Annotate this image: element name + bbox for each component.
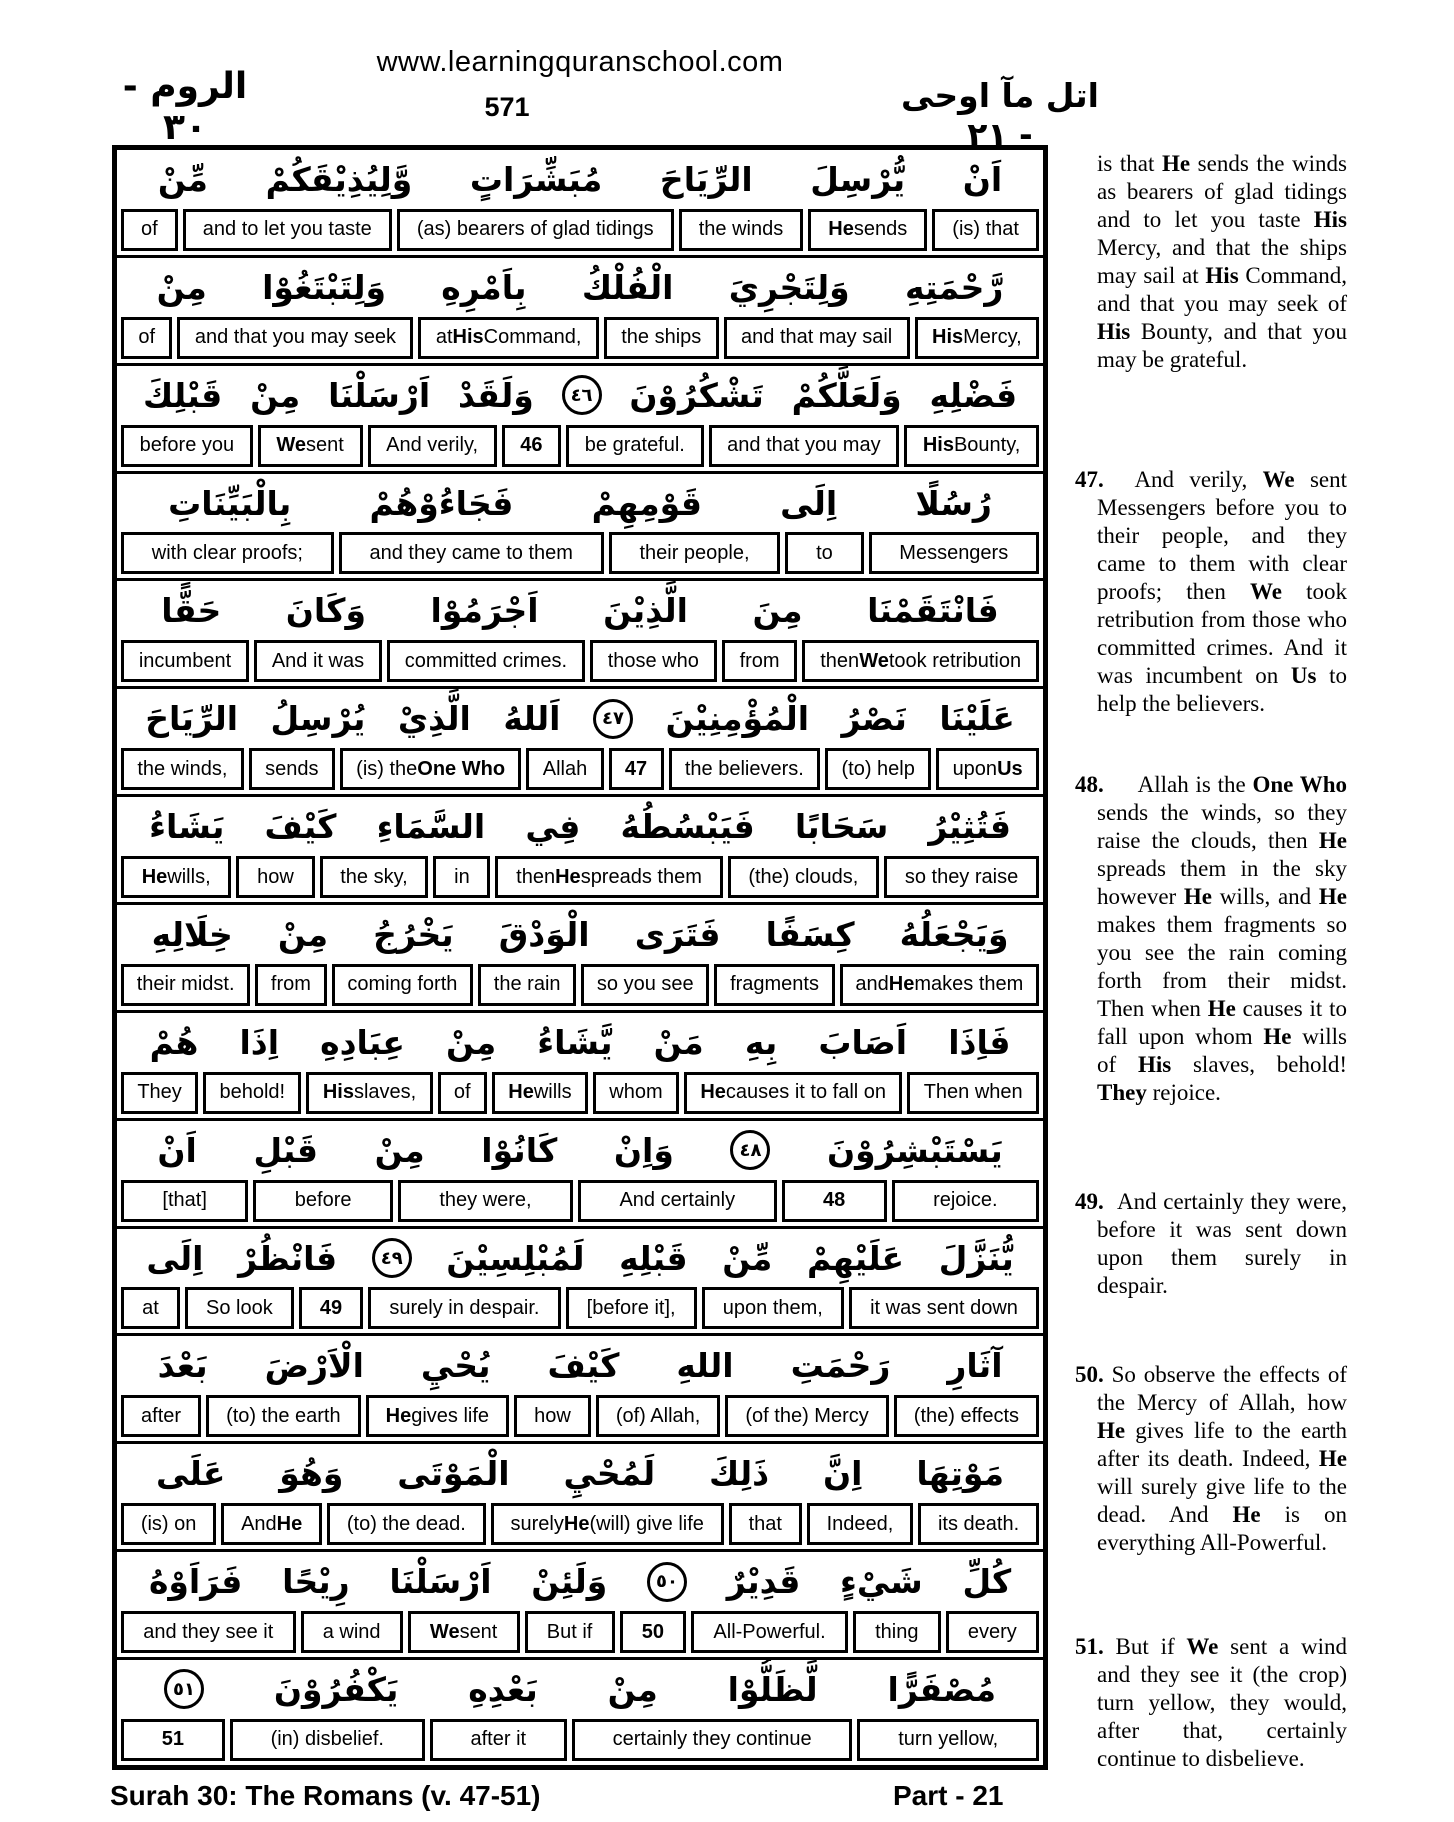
arabic-word: يُّرْسِلَ [810,159,906,199]
arabic-word: بِاَمْرِهِ [441,267,527,307]
verse-translation-47: 47. And verily, We sent Messengers before you to their people, and they came to them with clear proofs; then We took retribution from those who committed crimes. And it was incumbent on Us to help the believers. [1075,467,1348,716]
verse-translation-51: 51. But if We sent a wind and they see it (the crop) turn yellow, they would, after that, certainly continue to disbelieve. [1075,1634,1348,1771]
word-translation-cell: of [121,209,178,251]
word-translation-cell: committed crimes. [387,640,585,682]
ayah-number-marker: ٥٠ [647,1562,687,1602]
word-translation-cell: 50 [620,1611,687,1653]
arabic-word: نَصْرُ [841,699,907,739]
word-translation-cell: And He [221,1503,322,1545]
word-translation-cell: They [121,1072,198,1114]
word-translation-cell: surely He (will) give life [491,1503,724,1545]
verse-translation-continued: is that He sends the winds as bearers of glad tidings and to let you taste His Mercy, and that the ships may sail at His Command, and that you may seek of His Bounty, and that you may be grateful. [1097,151,1347,372]
arabic-word: وَهُوَ [279,1454,344,1494]
verse-translation-50: 50. So observe the effects of the Mercy of Allah, how He gives life to the earth after its death. Indeed, He will surely give life to the dead. And He is on everything All-Powerful. [1075,1362,1347,1555]
word-translation-cell: He wills, [121,856,231,898]
ayah-line-section [117,1013,1043,1121]
arabic-word: هُمْ [149,1022,199,1062]
arabic-word: لَمُحْيِ [563,1454,656,1494]
arabic-word: رُسُلًا [915,483,992,523]
arabic-word: عَلَى [155,1454,226,1494]
word-translation-row [117,532,1043,574]
arabic-word: بَعْدَ [157,1346,208,1386]
arabic-word: وَلَقَدْ [458,375,534,415]
arabic-text-row [117,905,1043,964]
arabic-word: يَكْفُرُوْنَ [273,1669,399,1709]
ayah-number-marker: ٤٨ [730,1130,770,1170]
arabic-word: كِسَفًا [765,914,855,954]
word-translation-cell: (is) on [121,1503,216,1545]
word-translation-cell: their midst. [121,964,250,1006]
arabic-word: فَتَرَى [634,914,721,954]
arabic-word: وَلَئِنْ [531,1562,608,1602]
word-translation-cell: And verily, [368,425,497,467]
arabic-word: اَرْسَلْنَا [328,375,431,415]
word-translation-row [117,1719,1043,1761]
word-translation-cell: (the) effects [894,1395,1039,1437]
arabic-word: مِنْ [607,1669,658,1709]
arabic-text-row [117,150,1043,209]
arabic-word: فَتُثِيْرُ [928,807,1011,847]
word-translation-cell: from [722,640,798,682]
arabic-word: فَضْلِهِ [929,375,1018,415]
word-translation-cell: (is) that [932,209,1039,251]
arabic-word: سَحَابًا [794,807,889,847]
word-translation-cell: whom [593,1072,679,1114]
arabic-word: يَشَاءُ [149,807,225,847]
surah-name-arabic-header: الروم - ۳۰ [122,66,248,148]
arabic-word: وَاِنْ [613,1130,674,1170]
arabic-word: اِلَى [780,483,838,523]
word-translation-row [117,1503,1043,1545]
arabic-word: مَوْتِهَا [916,1454,1005,1494]
arabic-word: مِّنْ [157,159,208,199]
ayah-number-marker: ٤٧ [593,699,633,739]
word-translation-row [117,1611,1043,1653]
word-translation-row [117,209,1043,251]
word-translation-cell: after [121,1395,201,1437]
arabic-word: فَيَبْسُطُهُ [620,807,755,847]
word-translation-row [117,1287,1043,1329]
arabic-text-row [117,1444,1043,1503]
word-translation-cell: Allah [526,748,603,790]
word-translation-cell: before you [121,425,253,467]
word-translation-cell: incumbent [121,640,249,682]
arabic-word: وَلَعَلَّكُمْ [791,375,902,415]
arabic-word: اَجْرَمُوْا [430,591,539,631]
word-translation-cell: their people, [609,532,781,574]
arabic-text-row [117,581,1043,640]
arabic-word: فَجَاءُوْهُمْ [369,483,514,523]
word-translation-cell: from [255,964,326,1006]
word-translation-cell: so you see [581,964,709,1006]
word-translation-cell: in [433,856,490,898]
site-url: www.learningquranschool.com [376,46,784,78]
word-translation-cell: and that may sail [724,317,910,359]
footer-part-label: Part - 21 [893,1780,1004,1811]
footer-surah-title: Surah 30: The Romans (v. 47-51) [110,1780,541,1811]
word-translation-cell: (as) bearers of glad tidings [397,209,674,251]
arabic-word: يُحْيِ [420,1346,491,1386]
arabic-word: رِيْحًا [282,1562,350,1602]
word-translation-cell: certainly they continue [572,1719,853,1761]
arabic-text-row [117,1229,1043,1288]
arabic-word: يُّنَزَّلَ [938,1238,1014,1278]
arabic-word: وَكَانَ [285,591,367,631]
word-translation-cell: the sky, [320,856,429,898]
word-translation-cell: the rain [478,964,576,1006]
ayah-line-section [117,1121,1043,1229]
arabic-word: اَنْ [962,159,1003,199]
arabic-word: بِهِ [744,1022,778,1062]
arabic-word: مُصْفَرًّا [887,1669,997,1709]
word-translation-cell: after it [430,1719,567,1761]
arabic-word: اَنْ [157,1130,197,1170]
ayah-number-marker: ٤٦ [562,375,602,415]
arabic-word: قَوْمِهِمْ [591,483,702,523]
arabic-word: اللهِ [676,1346,734,1386]
arabic-word: وَلِتَجْرِيَ [728,267,850,307]
arabic-word: لَّظَلُّوْا [727,1669,818,1709]
word-translation-cell: His Bounty, [904,425,1039,467]
word-translation-cell: But if [525,1611,615,1653]
arabic-word: اِنَّ [822,1454,863,1494]
word-by-word-translation-table [112,145,1048,1770]
arabic-word: وَيَجْعَلُهُ [899,914,1009,954]
word-translation-cell: those who [590,640,717,682]
arabic-word: اَصَابَ [818,1022,908,1062]
arabic-word: الَّذِيْ [397,699,471,739]
arabic-word: الْاَرْضَ [264,1346,364,1386]
arabic-word: فَاِذَا [948,1022,1011,1062]
arabic-word: مِّنْ [722,1238,773,1278]
word-translation-cell: and that you may [709,425,900,467]
arabic-word: كُلِّ [962,1562,1012,1602]
word-translation-cell: then We took retribution [802,640,1039,682]
word-translation-cell: surely in despair. [368,1287,560,1329]
word-translation-cell: so they raise [884,856,1039,898]
word-translation-cell: We sent [408,1611,520,1653]
word-translation-cell: how [514,1395,591,1437]
arabic-word: تَشْكُرُوْنَ [629,375,764,415]
arabic-word: الْمُؤْمِنِيْنَ [665,699,810,739]
word-translation-row [117,748,1043,790]
word-translation-cell: it was sent down [849,1287,1039,1329]
word-translation-row [117,964,1043,1006]
arabic-word: اِلَى [146,1238,204,1278]
word-translation-cell: (to) the dead. [327,1503,486,1545]
ayah-line-section [117,366,1043,474]
arabic-word: بِالْبَيِّنَاتِ [168,483,292,523]
arabic-word: مِنَ [752,591,803,631]
arabic-word: رَحْمَتِ [790,1346,891,1386]
word-translation-row [117,640,1043,682]
arabic-word: الرِّيَاحَ [145,699,239,739]
word-translation-cell: upon them, [702,1287,844,1329]
word-translation-cell: Indeed, [807,1503,913,1545]
arabic-text-row [117,258,1043,317]
verse-number: 49. [1075,1189,1111,1214]
arabic-word: آثَارِ [947,1346,1003,1386]
word-translation-row [117,1395,1043,1437]
arabic-word: اَللهُ [503,699,561,739]
ayah-line-section [117,258,1043,366]
word-translation-cell: Messengers [869,532,1039,574]
word-translation-cell: He sends [808,209,927,251]
page-number: 571 [484,92,530,122]
word-translation-cell: (of the) Mercy [725,1395,888,1437]
arabic-word: الْمَوْتَى [397,1454,510,1494]
word-translation-cell: then He spreads them [495,856,722,898]
word-translation-cell: All-Powerful. [691,1611,848,1653]
word-translation-cell: be grateful. [566,425,703,467]
word-translation-cell: And it was [254,640,382,682]
arabic-text-row [117,797,1043,856]
word-translation-cell: behold! [203,1072,301,1114]
arabic-word: الرِّيَاحَ [659,159,753,199]
arabic-word: رَّحْمَتِهِ [904,267,1004,307]
arabic-word: الْفُلْكُ [581,267,674,307]
arabic-word: فَرَاَوْهُ [148,1562,243,1602]
ayah-line-section [117,797,1043,905]
word-translation-cell: with clear proofs; [121,532,334,574]
word-translation-row [117,1180,1043,1222]
arabic-word: شَيْءٍ [840,1562,923,1602]
word-translation-cell: fragments [714,964,834,1006]
word-translation-cell: thing [853,1611,941,1653]
arabic-word: لَمُبْلِسِيْنَ [446,1238,585,1278]
ayah-line-section [117,1660,1043,1765]
word-translation-cell: [that] [121,1180,248,1222]
verse-number: 48. [1075,772,1111,797]
ayah-number-marker: ٤٩ [372,1238,412,1278]
word-translation-row [117,317,1043,359]
word-translation-cell: to [785,532,863,574]
verse-number: 51. [1075,1634,1116,1659]
word-translation-cell: they were, [398,1180,573,1222]
ayah-line-section [117,474,1043,582]
word-translation-cell: every [946,1611,1039,1653]
ayah-line-section [117,1552,1043,1660]
arabic-word: عَلَيْنَا [939,699,1015,739]
word-translation-cell: a wind [301,1611,403,1653]
word-translation-row [117,856,1043,898]
word-translation-cell: the ships [604,317,719,359]
arabic-word: كَيْفَ [547,1346,620,1386]
ayah-line-section [117,1229,1043,1337]
arabic-word: السَّمَاءِ [376,807,486,847]
word-translation-cell: He gives life [366,1395,509,1437]
word-translation-cell: the winds, [121,748,244,790]
word-translation-cell: rejoice. [892,1180,1039,1222]
ayah-line-section [117,150,1043,258]
arabic-word: ذَلِكَ [709,1454,770,1494]
arabic-word: قَبْلِهِ [619,1238,688,1278]
arabic-text-row [117,1336,1043,1395]
word-translation-cell: (of) Allah, [596,1395,721,1437]
word-translation-cell: And certainly [578,1180,776,1222]
word-translation-cell: how [236,856,314,898]
ayah-line-section [117,581,1043,689]
word-translation-cell: coming forth [332,964,473,1006]
ayah-line-section [117,1444,1043,1552]
arabic-word: قَدِيْرٌ [726,1562,801,1602]
arabic-word: يَسْتَبْشِرُوْنَ [827,1130,1003,1170]
word-translation-row [117,1072,1043,1114]
arabic-word: فَانْظُرْ [238,1238,338,1278]
word-translation-cell: and they see it [121,1611,296,1653]
word-translation-cell: turn yellow, [857,1719,1039,1761]
arabic-text-row [117,366,1043,425]
word-translation-cell: its death. [918,1503,1039,1545]
word-translation-cell: of [121,317,172,359]
arabic-word: مِنْ [250,375,301,415]
ayah-line-section [117,689,1043,797]
arabic-word: بَعْدِهِ [468,1669,538,1709]
word-translation-cell: 49 [299,1287,363,1329]
word-translation-cell: So look [185,1287,294,1329]
word-translation-cell: at [121,1287,180,1329]
word-translation-cell: sends [249,748,335,790]
part-name-arabic-header: اتل مآ اوحی - ۲۱ [901,76,1099,154]
arabic-word: يَّشَاءُ [537,1022,613,1062]
arabic-text-row [117,1552,1043,1611]
arabic-word: وَّلِيُذِيْقَكُمْ [265,159,413,199]
arabic-word: قَبْلِ [253,1130,318,1170]
word-translation-cell: at His Command, [418,317,598,359]
arabic-word: فَانْتَقَمْنَا [867,591,999,631]
arabic-text-row [117,1660,1043,1719]
arabic-word: مِنْ [374,1130,425,1170]
arabic-word: مِنْ [446,1022,497,1062]
word-translation-cell: [before it], [566,1287,697,1329]
word-translation-cell: the believers. [669,748,821,790]
word-translation-cell: He wills [492,1072,588,1114]
word-translation-cell: Then when [907,1072,1039,1114]
word-translation-cell: and to let you taste [183,209,392,251]
arabic-word: كَيْفَ [264,807,337,847]
word-translation-cell: (in) disbelief. [230,1719,425,1761]
word-translation-cell: 51 [121,1719,225,1761]
arabic-word: كَانُوْا [481,1130,558,1170]
word-translation-cell: (to) the earth [206,1395,361,1437]
arabic-word: يَخْرُجُ [373,914,454,954]
ayah-line-section [117,905,1043,1013]
word-translation-cell: 47 [609,748,664,790]
verse-number: 50. [1075,1362,1112,1387]
arabic-word: حَقًّا [161,591,222,631]
verse-number: 47. [1075,467,1120,492]
arabic-word: مِنْ [277,914,329,954]
arabic-text-row [117,689,1043,748]
word-translation-cell: 48 [782,1180,887,1222]
word-translation-cell: before [253,1180,393,1222]
word-translation-row [117,425,1043,467]
word-translation-cell: of [438,1072,487,1114]
arabic-word: فِي [525,807,581,847]
word-translation-cell: and He makes them [840,964,1039,1006]
arabic-word: مِنْ [156,267,207,307]
arabic-word: وَلِتَبْتَغُوْا [262,267,387,307]
word-translation-cell: (to) help [825,748,931,790]
word-translation-cell: the winds [679,209,804,251]
word-translation-cell: His slaves, [306,1072,432,1114]
word-translation-cell: He causes it to fall on [684,1072,902,1114]
word-translation-cell: His Mercy, [915,317,1039,359]
arabic-word: يُرْسِلُ [270,699,366,739]
arabic-text-row [117,474,1043,533]
arabic-word: اَرْسَلْنَا [389,1562,492,1602]
ayah-number-marker: ٥١ [164,1669,204,1709]
word-translation-cell: We sent [258,425,363,467]
arabic-word: عَلَيْهِمْ [806,1238,905,1278]
arabic-word: خِلَالِهِ [151,914,233,954]
arabic-word: مُبَشِّرَاتٍ [469,159,603,199]
arabic-word: الَّذِيْنَ [603,591,688,631]
word-translation-cell: that [729,1503,802,1545]
word-translation-cell: (the) clouds, [728,856,880,898]
arabic-word: مَنْ [653,1022,704,1062]
word-translation-cell: and they came to them [339,532,604,574]
arabic-word: الْوَدْقَ [498,914,590,954]
word-translation-cell: 46 [502,425,562,467]
arabic-word: عِبَادِهِ [320,1022,405,1062]
arabic-word: اِذَا [239,1022,280,1062]
word-translation-cell: upon Us [936,748,1039,790]
verse-translation-49: 49. And certainly they were, before it was sent down upon them surely in despair. [1075,1189,1348,1298]
arabic-text-row [117,1121,1043,1180]
ayah-line-section [117,1336,1043,1444]
word-translation-cell: and that you may seek [177,317,413,359]
word-translation-cell: (is) the One Who [340,748,522,790]
arabic-word: قَبْلِكَ [143,375,223,415]
verse-translation-sidebar [1075,0,1347,1822]
verse-translation-48: 48. Allah is the One Who sends the winds, so they raise the clouds, then He spreads them in the sky however He wills, and He makes them fragments so you see the rain coming forth from their midst. Then when He causes it to fall upon whom He wills of His slaves, behold! They rejoice. [1075,772,1348,1105]
arabic-text-row [117,1013,1043,1072]
